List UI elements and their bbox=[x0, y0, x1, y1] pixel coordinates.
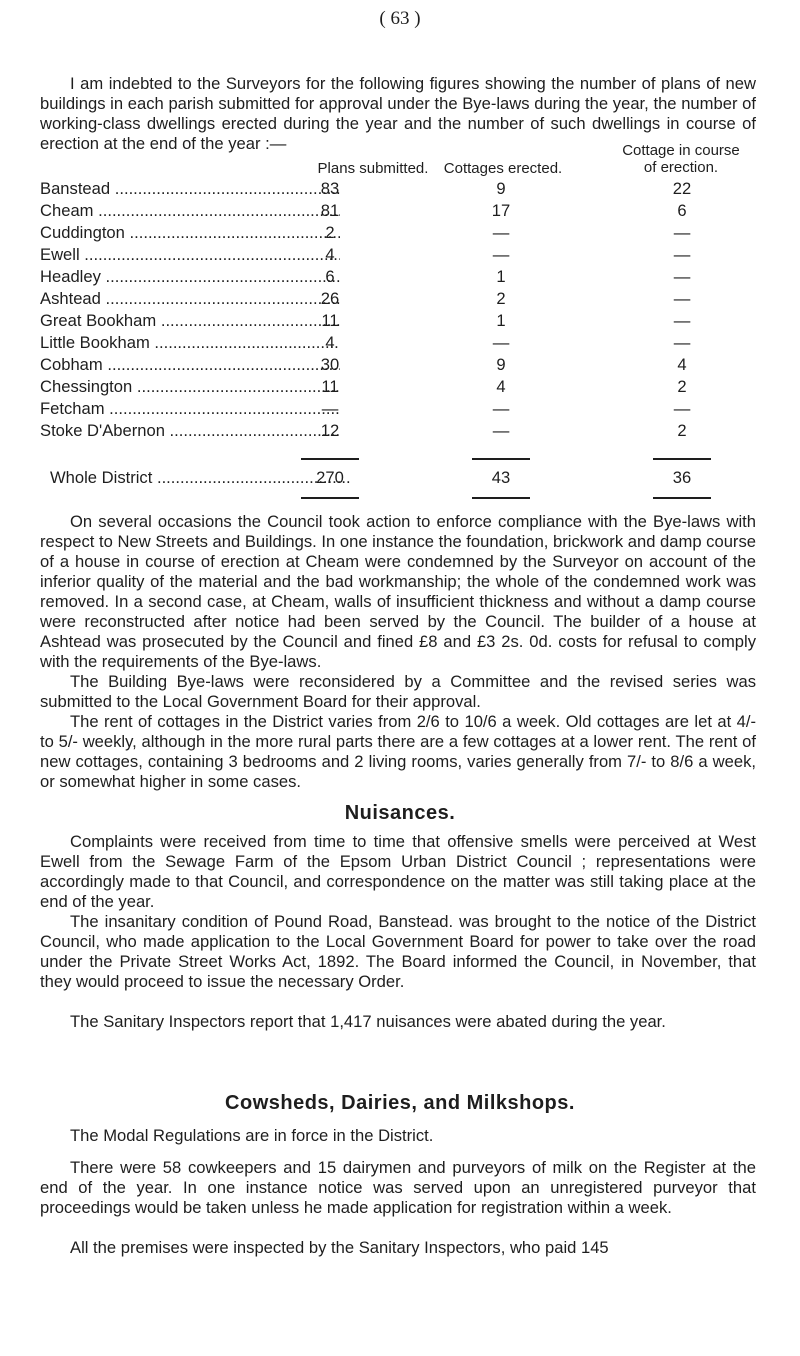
table-row bbox=[40, 311, 756, 333]
course-cell: — bbox=[673, 245, 691, 264]
table-row bbox=[40, 399, 756, 421]
course-cell: 4 bbox=[677, 355, 687, 374]
table-row bbox=[40, 289, 756, 311]
erected-cell: — bbox=[492, 399, 510, 418]
course-cell: — bbox=[673, 267, 691, 286]
parish-name: Little Bookham ..... bbox=[40, 333, 340, 353]
paragraph-regulations: The Modal Regulations are in force in the District. bbox=[70, 1126, 434, 1145]
course-cell: — bbox=[673, 333, 691, 352]
total-erected: 43 bbox=[491, 468, 511, 487]
erected-cell: 4 bbox=[496, 377, 506, 396]
parish-name: Fetcham ..... bbox=[40, 399, 340, 419]
total-plans: 270 bbox=[316, 468, 344, 487]
paragraph-cowkeepers: There were 58 cowkeepers and 15 dairymen and purveyors of milk on the Register at the end of the year. In one instance notice was served upon an unregistered purveyor that proceedings would be taken unless he made application for registration within a week. bbox=[40, 1158, 756, 1217]
total-row bbox=[40, 468, 756, 490]
course-cell: — bbox=[673, 399, 691, 418]
header-course-line2: of erection. bbox=[643, 159, 719, 176]
table-row bbox=[40, 333, 756, 355]
plans-cell: 4 bbox=[325, 333, 335, 352]
course-cell: 22 bbox=[672, 179, 692, 198]
plans-cell: 30 bbox=[320, 355, 340, 374]
parish-name: Ashtead ..... bbox=[40, 289, 340, 309]
erected-cell: 9 bbox=[496, 355, 506, 374]
plans-cell: 83 bbox=[320, 179, 340, 198]
course-cell: 2 bbox=[677, 377, 687, 396]
erected-cell: 17 bbox=[491, 201, 511, 220]
paragraph-pound-road: The insanitary condition of Pound Road, Banstead. was brought to the notice of the District Council, who made application to the Local Government Board for power to take over the road under the Private Street Works Act, 1892. The Board informed the Council, in November, that they would proceed to issue the necessary Order. bbox=[40, 912, 756, 991]
course-cell: 6 bbox=[677, 201, 687, 220]
table-row bbox=[40, 267, 756, 289]
plans-cell: 26 bbox=[320, 289, 340, 308]
total-course: 36 bbox=[672, 468, 692, 487]
erected-cell: 2 bbox=[496, 289, 506, 308]
total-rule-bottom bbox=[653, 497, 711, 499]
erected-cell: 1 bbox=[496, 311, 506, 330]
parish-name: Chessington ..... bbox=[40, 377, 340, 397]
table-row bbox=[40, 245, 756, 267]
table-row bbox=[40, 377, 756, 399]
parish-name: Headley ..... bbox=[40, 267, 340, 287]
table-row bbox=[40, 421, 756, 443]
total-rule-top bbox=[653, 458, 711, 460]
total-rule-bottom bbox=[472, 497, 530, 499]
total-rule-top bbox=[472, 458, 530, 460]
parish-name: Cobham ..... bbox=[40, 355, 340, 375]
header-plans: Plans submitted. bbox=[317, 160, 429, 177]
erected-cell: 1 bbox=[496, 267, 506, 286]
plans-cell: 81 bbox=[320, 201, 340, 220]
table-row bbox=[40, 223, 756, 245]
paragraph-nuisances-abated: The Sanitary Inspectors report that 1,417 nuisances were abated during the year. bbox=[70, 1012, 666, 1031]
erected-cell: — bbox=[492, 421, 510, 440]
page-number: ( 63 ) bbox=[379, 8, 421, 29]
parish-name: Cuddington ..... bbox=[40, 223, 340, 243]
paragraph-smells: Complaints were received from time to time that offensive smells were perceived at West Ewell from the Sewage Farm of the Epsom Urban District Council ; representations were accordingly made to that Council, and correspondence on the matter was still taking place at the end of the year. bbox=[40, 832, 756, 911]
total-label: Whole District ..... bbox=[50, 468, 350, 488]
table-row bbox=[40, 201, 756, 223]
plans-cell: 2 bbox=[325, 223, 335, 242]
header-course bbox=[596, 142, 766, 176]
plans-cell: 11 bbox=[321, 311, 339, 330]
total-rule-bottom bbox=[301, 497, 359, 499]
plans-cell: 6 bbox=[325, 267, 335, 286]
course-cell: — bbox=[673, 311, 691, 330]
total-rule-top bbox=[301, 458, 359, 460]
course-cell: 2 bbox=[677, 421, 687, 440]
plans-cell: 11 bbox=[321, 377, 339, 396]
parish-name: Cheam ..... bbox=[40, 201, 340, 221]
erected-cell: — bbox=[492, 333, 510, 352]
plans-cell: 12 bbox=[320, 421, 340, 440]
paragraph-bye-laws: The Building Bye-laws were reconsidered by a Committee and the revised series was submitted to the Local Government Board for their approval. bbox=[40, 672, 756, 711]
course-cell: — bbox=[673, 223, 691, 242]
table-row bbox=[40, 355, 756, 377]
erected-cell: — bbox=[492, 245, 510, 264]
heading-cowsheds: Cowsheds, Dairies, and Milkshops. bbox=[225, 1092, 575, 1114]
paragraph-rents: The rent of cottages in the District varies from 2/6 to 10/6 a week. Old cottages are let at 4/- to 5/- weekly, although in the more rural parts there are a few cottages at a lower rent. The rent of new cottages, containing 3 bedrooms and 2 living rooms, varies generally from 7/- to 8/6 a week, or somewhat higher in some cases. bbox=[40, 712, 756, 791]
header-course-line1: Cottage in course bbox=[622, 142, 740, 159]
parish-name: Stoke D'Abernon ..... bbox=[40, 421, 340, 441]
erected-cell: 9 bbox=[496, 179, 506, 198]
header-erected: Cottages erected. bbox=[443, 160, 563, 177]
parish-name: Ewell ..... bbox=[40, 245, 340, 265]
paragraph-inspections: All the premises were inspected by the Sanitary Inspectors, who paid 145 bbox=[70, 1238, 609, 1257]
parish-name: Great Bookham ..... bbox=[40, 311, 340, 331]
heading-nuisances: Nuisances. bbox=[344, 802, 456, 824]
course-cell: — bbox=[673, 289, 691, 308]
parish-name: Banstead ..... bbox=[40, 179, 340, 199]
table-row bbox=[40, 179, 756, 201]
intro-paragraph: I am indebted to the Surveyors for the following figures showing the number of plans of new buildings in each parish submitted for approval under the Bye-laws during the year, the number of working-class dwellings erected during the year and the number of such dwellings in course of erection at the end of the year :— bbox=[40, 74, 756, 153]
paragraph-enforcement: On several occasions the Council took action to enforce compliance with the Bye-laws with respect to New Streets and Buildings. In one instance the foundation, brickwork and damp course of a house in course of erection at Cheam were condemned by the Surveyor on account of the inferior quality of the material and the bad workmanship; the whole of the condemned work was removed. In a second case, at Cheam, walls of insufficient thickness and without a damp course were reconstructed after notice had been served by the Council. The builder of a house at Ashtead was prosecuted by the Council and fined £8 and £3 2s. 0d. costs for refusal to comply with the requirements of the Bye-laws. bbox=[40, 512, 756, 671]
erected-cell: — bbox=[492, 223, 510, 242]
plans-cell: — bbox=[321, 399, 339, 418]
plans-cell: 4 bbox=[325, 245, 335, 264]
